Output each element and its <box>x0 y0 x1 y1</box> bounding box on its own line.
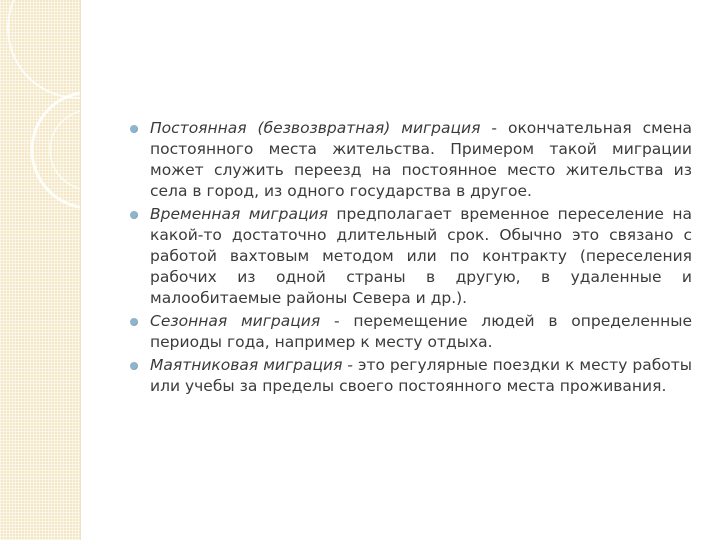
bullet-icon <box>130 125 138 133</box>
item-text: - это регулярные поездки к месту работы или учебы за пределы своего постоянного места проживания. <box>150 356 693 395</box>
term-italic: Постоянная (безвозвратная) миграция <box>150 119 481 137</box>
list-item <box>128 204 692 309</box>
item-text: предполагает временное переселение на какой-то достаточно длительный срок. Обычно это связано с работой вахтовым методом или по контракту (переселения рабочих из одной страны в другую, в удаленные и малообитаемые районы Севера и др.). <box>150 205 692 307</box>
item-text: - перемещение людей в определенные периоды года, например к месту отдыха. <box>150 312 693 351</box>
term-italic: Маятниковая миграция <box>150 356 343 374</box>
term-italic: Сезонная миграция <box>150 312 321 330</box>
bullet-icon <box>130 318 138 326</box>
item-text: - окончательная смена постоянного места жительства. Примером такой миграции может служить переезд на постоянное место жительства из села в город, из одного государства в другое. <box>150 119 692 200</box>
bullet-icon <box>130 211 138 219</box>
bullet-list <box>128 118 692 397</box>
band-divider <box>80 0 81 540</box>
list-item <box>128 311 692 353</box>
list-item <box>128 118 692 202</box>
bullet-icon <box>130 362 138 370</box>
decorative-circles <box>0 0 80 540</box>
term-italic: Временная миграция <box>150 205 328 223</box>
list-item <box>128 355 692 397</box>
content-area <box>128 118 692 399</box>
